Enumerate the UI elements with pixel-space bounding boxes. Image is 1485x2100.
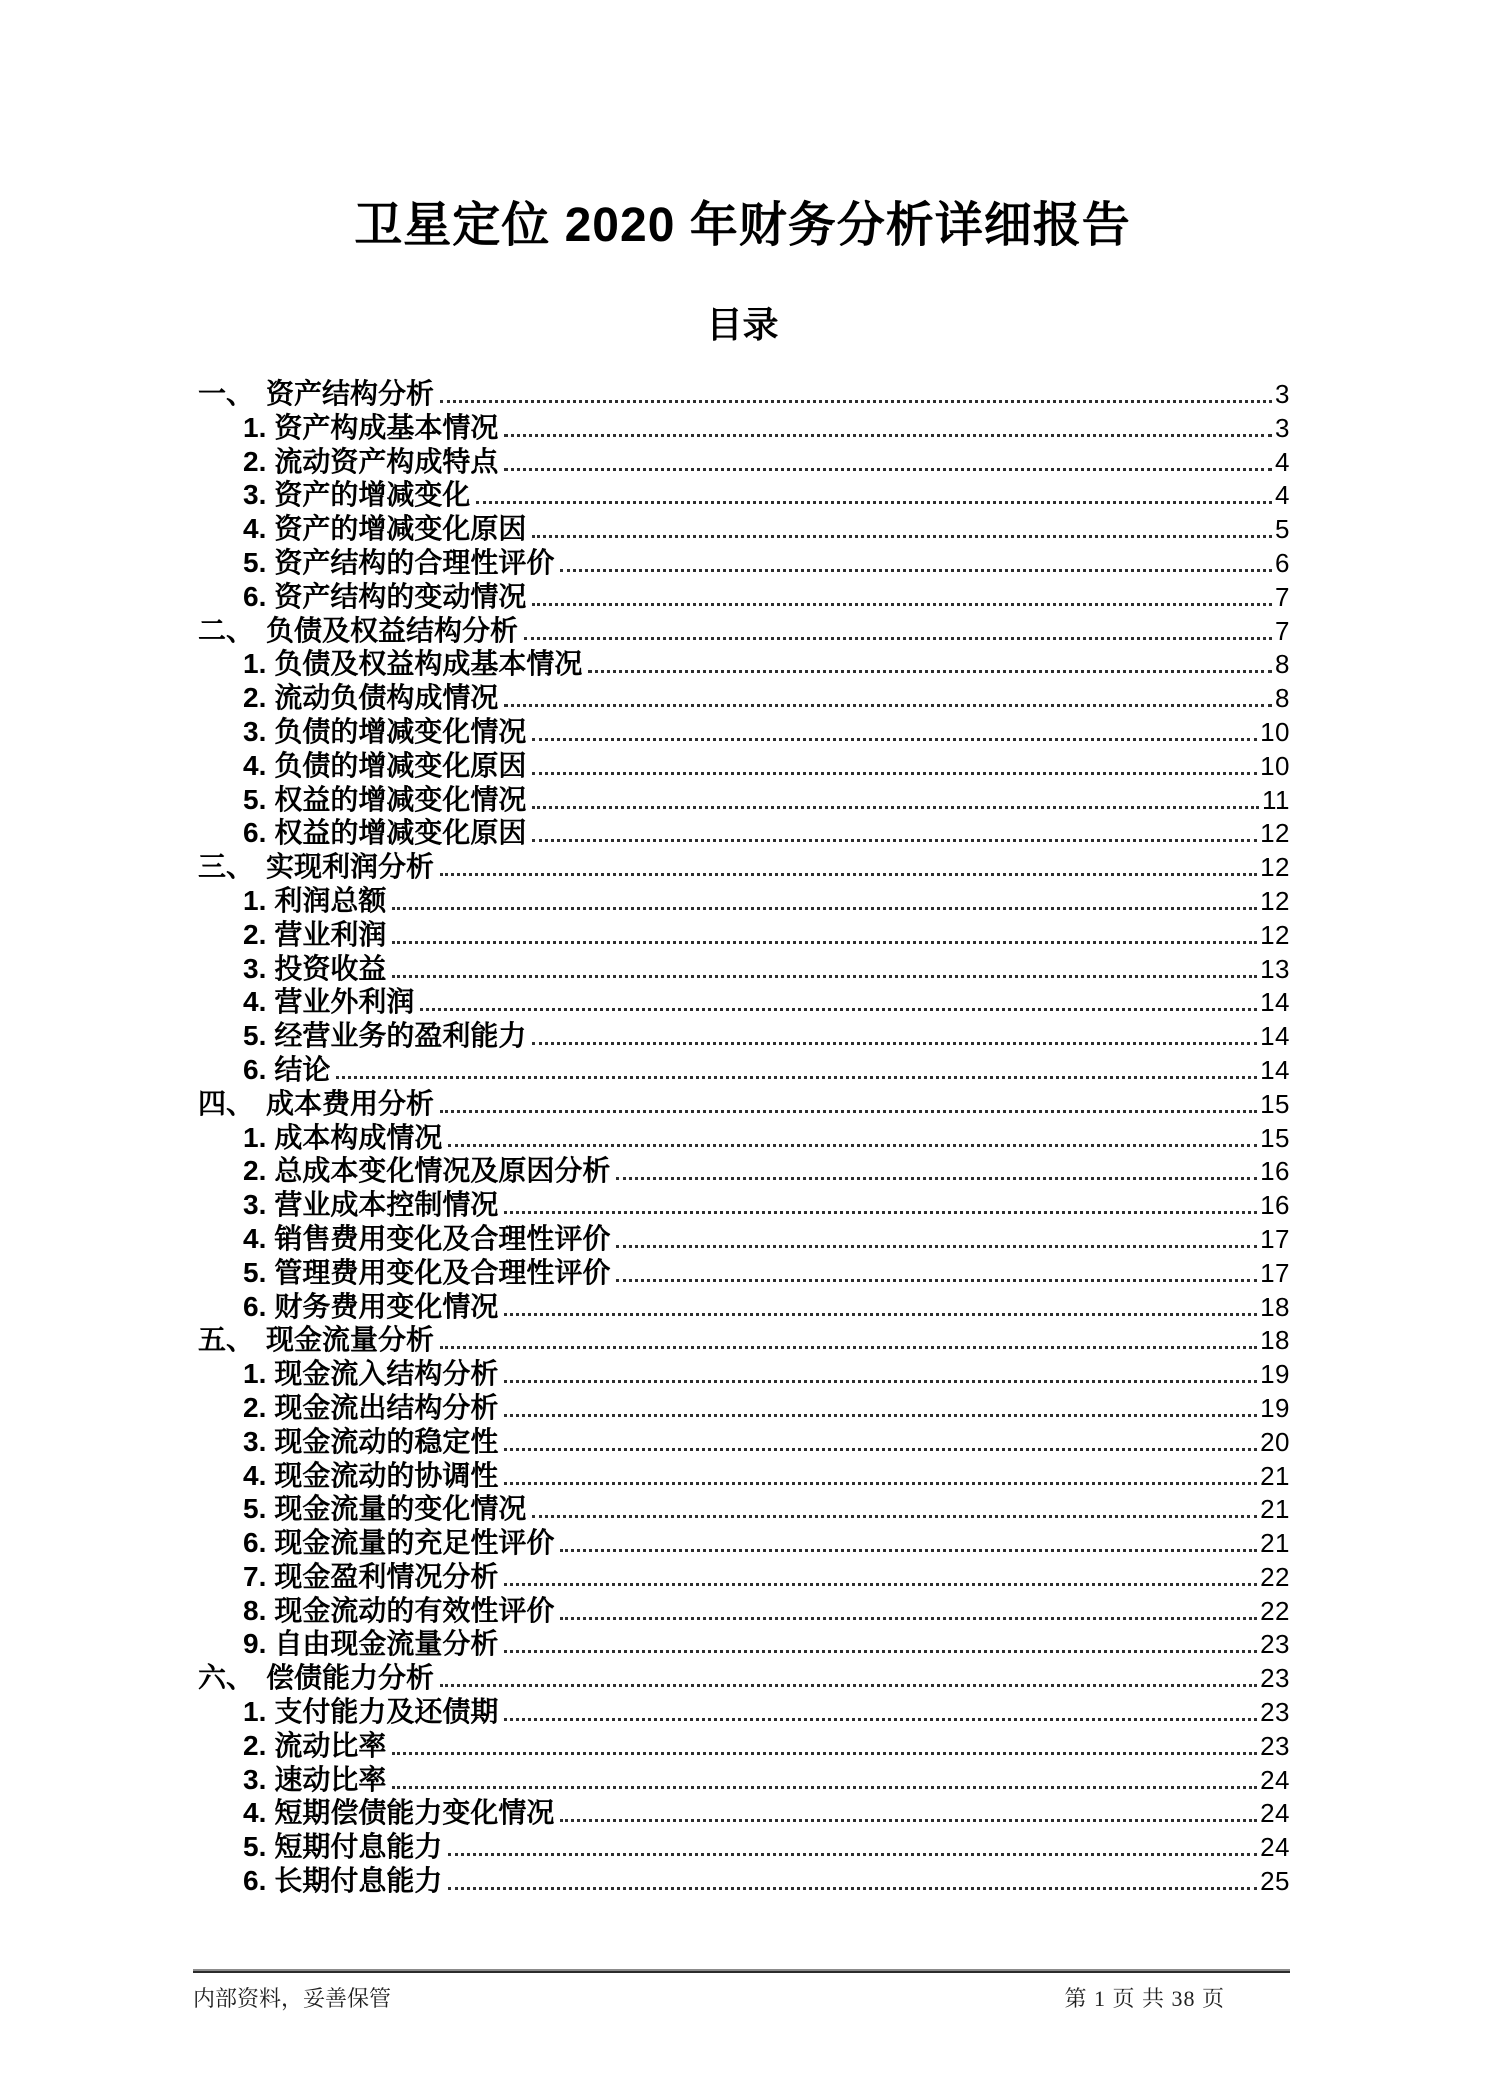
toc-entry-title: 短期付息能力	[274, 1831, 443, 1863]
toc-entry-number: 6.	[243, 817, 267, 849]
toc-entry[interactable]	[198, 816, 1290, 850]
toc-entry-page: 10	[1260, 750, 1290, 781]
toc-entry-title: 偿债能力分析	[266, 1662, 435, 1694]
toc-entry-number: 1.	[243, 1121, 267, 1153]
toc-entry[interactable]	[198, 1830, 1290, 1864]
toc-leader-dots	[420, 1008, 1257, 1011]
toc-entry-title: 负债及权益构成基本情况	[274, 648, 583, 680]
toc-entry-number: 6.	[243, 1053, 267, 1085]
toc-entry-page: 21	[1260, 1494, 1290, 1525]
toc-entry-title: 权益的增减变化情况	[274, 783, 527, 815]
toc-leader-dots	[616, 1279, 1257, 1282]
toc-entry-page: 3	[1275, 412, 1290, 443]
toc-entry-page: 21	[1260, 1460, 1290, 1491]
toc-entry-page: 23	[1260, 1697, 1290, 1728]
footer-confidential-note: 内部资料，妥善保管	[193, 1986, 392, 2011]
toc-entry-number: 1.	[243, 884, 267, 916]
toc-entry-number: 4.	[243, 1222, 267, 1254]
toc-entry-title: 速动比率	[274, 1763, 387, 1795]
toc-entry-number: 六、	[198, 1662, 255, 1694]
toc-entry-page: 22	[1260, 1561, 1290, 1592]
toc-entry[interactable]	[198, 512, 1290, 546]
toc-entry-number: 4.	[243, 513, 267, 545]
toc-entry-page: 25	[1260, 1866, 1290, 1897]
toc-entry-page: 24	[1260, 1764, 1290, 1795]
toc-entry-number: 三、	[198, 851, 255, 883]
toc-entry[interactable]	[198, 952, 1290, 986]
toc-entry-page: 21	[1260, 1528, 1290, 1559]
toc-entry-number: 5.	[243, 783, 267, 815]
toc-entry-number: 6.	[243, 1865, 267, 1897]
toc-heading: 目录	[706, 304, 779, 345]
toc-entry-page: 8	[1275, 683, 1290, 714]
toc-entry-title: 现金流出结构分析	[274, 1391, 499, 1423]
toc-entry-number: 4.	[243, 986, 267, 1018]
toc-entry-title: 营业利润	[274, 918, 387, 950]
toc-entry-page: 12	[1260, 852, 1290, 883]
toc-entry-page: 15	[1260, 1088, 1290, 1119]
toc-leader-dots	[440, 873, 1257, 876]
toc-entry-page: 12	[1260, 885, 1290, 916]
toc-entry-page: 8	[1275, 649, 1290, 680]
toc-entry-title: 流动比率	[274, 1729, 387, 1761]
toc-entry-title: 成本构成情况	[274, 1121, 443, 1153]
toc-entry-title: 现金流动的稳定性	[274, 1425, 499, 1457]
toc-leader-dots	[532, 1515, 1257, 1518]
toc-leader-dots	[448, 1887, 1257, 1890]
toc-leader-dots	[504, 1380, 1257, 1383]
toc-entry-page: 11	[1262, 784, 1290, 815]
toc-entry-number: 6.	[243, 1290, 267, 1322]
toc-leader-dots	[448, 1853, 1257, 1856]
toc-entry-title: 资产结构的合理性评价	[274, 546, 555, 578]
toc-entry-page: 4	[1275, 446, 1290, 477]
toc-entry-page: 18	[1260, 1291, 1290, 1322]
toc-entry[interactable]	[198, 546, 1290, 580]
toc-entry-number: 5.	[243, 546, 267, 578]
toc-leader-dots	[532, 772, 1257, 775]
toc-entry-title: 资产的增减变化	[274, 479, 471, 511]
toc-entry[interactable]	[198, 1695, 1290, 1729]
toc-leader-dots	[448, 1144, 1257, 1147]
toc-leader-dots	[560, 1617, 1257, 1620]
toc-entry-number: 3.	[243, 1189, 267, 1221]
toc-entry-number: 一、	[198, 378, 255, 409]
toc-entry-page: 12	[1260, 818, 1290, 849]
toc-entry-page: 10	[1260, 716, 1290, 747]
toc-entry[interactable]	[198, 1087, 1290, 1121]
toc-entry-number: 4.	[243, 1459, 267, 1491]
toc-entry-number: 5.	[243, 1020, 267, 1052]
toc-entry-number: 3.	[243, 1425, 267, 1457]
toc-leader-dots	[532, 738, 1257, 741]
toc-entry-title: 经营业务的盈利能力	[274, 1020, 527, 1052]
toc-entry-title: 现金流动的协调性	[274, 1459, 499, 1491]
toc-entry-page: 23	[1260, 1629, 1290, 1660]
toc-entry-number: 6.	[243, 580, 267, 612]
toc-entry-number: 9.	[243, 1628, 267, 1660]
toc-entry-title: 短期偿债能力变化情况	[274, 1797, 555, 1829]
toc-entry[interactable]	[198, 783, 1290, 817]
toc-entry[interactable]	[198, 411, 1290, 445]
toc-leader-dots	[392, 907, 1257, 910]
toc-entry-page: 19	[1260, 1359, 1290, 1390]
toc-entry-title: 负债的增减变化情况	[274, 715, 527, 747]
toc-entry-page: 18	[1260, 1325, 1290, 1356]
page-footer	[193, 1969, 1290, 2013]
toc-leader-dots	[504, 434, 1272, 437]
toc-entry-page: 20	[1260, 1426, 1290, 1457]
toc-entry-page: 14	[1260, 1054, 1290, 1085]
toc-leader-dots	[440, 400, 1272, 403]
toc-entry[interactable]	[198, 985, 1290, 1019]
toc-entry[interactable]	[198, 1763, 1290, 1797]
toc-entry[interactable]	[198, 1323, 1290, 1357]
toc-entry[interactable]	[198, 478, 1290, 512]
toc-entry-title: 现金流入结构分析	[274, 1358, 499, 1390]
toc-entry-title: 资产结构的变动情况	[274, 580, 527, 612]
toc-entry-title: 总成本变化情况及原因分析	[274, 1155, 611, 1187]
toc-entry-title: 自由现金流量分析	[274, 1628, 499, 1660]
toc-entry-title: 长期付息能力	[274, 1865, 443, 1897]
toc-entry-number: 2.	[243, 1729, 267, 1761]
toc-entry[interactable]	[198, 1425, 1290, 1459]
toc-leader-dots	[532, 839, 1257, 842]
toc-leader-dots	[560, 1819, 1257, 1822]
toc-entry[interactable]	[198, 850, 1290, 884]
toc-entry-number: 四、	[198, 1087, 255, 1119]
toc-entry-page: 15	[1260, 1122, 1290, 1153]
toc-leader-dots	[524, 637, 1272, 640]
toc-entry-title: 财务费用变化情况	[274, 1290, 499, 1322]
toc-entry[interactable]	[198, 377, 1290, 411]
toc-entry[interactable]	[198, 681, 1290, 715]
toc-entry-title: 资产结构分析	[266, 378, 435, 409]
toc-entry[interactable]	[198, 749, 1290, 783]
toc-entry-number: 1.	[243, 1358, 267, 1390]
toc-leader-dots	[560, 569, 1272, 572]
toc-entry-page: 4	[1275, 480, 1290, 511]
toc-entry-number: 2.	[243, 682, 267, 714]
toc-entry-number: 3.	[243, 952, 267, 984]
toc-entry-page: 5	[1275, 514, 1290, 545]
toc-entry[interactable]	[198, 445, 1290, 479]
document-title: 卫星定位 2020 年财务分析详细报告	[354, 199, 1131, 252]
toc-leader-dots	[560, 1549, 1257, 1552]
toc-entry-title: 资产构成基本情况	[274, 411, 499, 443]
toc-entry[interactable]	[198, 884, 1290, 918]
toc-entry-page: 12	[1260, 919, 1290, 950]
toc-entry-title: 现金流动的有效性评价	[274, 1594, 555, 1626]
toc-leader-dots	[504, 1583, 1257, 1586]
toc-entry[interactable]	[198, 1188, 1290, 1222]
footer-rule-bottom	[193, 1971, 1290, 1973]
toc-leader-dots	[532, 1042, 1257, 1045]
toc-entry-page: 7	[1275, 581, 1290, 612]
toc-entry-page: 24	[1260, 1832, 1290, 1863]
toc-entry-title: 负债及权益结构分析	[266, 614, 519, 646]
toc-leader-dots	[392, 1752, 1257, 1755]
toc-entry-title: 实现利润分析	[266, 851, 435, 883]
toc-leader-dots	[392, 1786, 1257, 1789]
toc-entry-title: 营业成本控制情况	[274, 1189, 499, 1221]
toc-entry-number: 7.	[243, 1560, 267, 1592]
toc-entry-number: 2.	[243, 918, 267, 950]
toc-entry[interactable]	[198, 1864, 1290, 1898]
toc-entry-number: 1.	[243, 1696, 267, 1728]
toc-entry-title: 结论	[274, 1053, 331, 1085]
toc-entry[interactable]	[198, 1391, 1290, 1425]
toc-entry-title: 支付能力及还债期	[274, 1696, 499, 1728]
toc-entry[interactable]	[198, 1053, 1290, 1087]
toc-entry-title: 现金流量的变化情况	[274, 1493, 527, 1525]
table-of-contents	[198, 377, 1290, 1898]
toc-entry[interactable]	[198, 1222, 1290, 1256]
toc-entry[interactable]	[198, 1154, 1290, 1188]
toc-entry[interactable]	[198, 1492, 1290, 1526]
toc-entry-page: 7	[1275, 615, 1290, 646]
toc-entry-page: 19	[1260, 1392, 1290, 1423]
toc-leader-dots	[588, 670, 1272, 673]
toc-entry[interactable]	[198, 1459, 1290, 1493]
toc-entry-title: 利润总额	[274, 884, 387, 916]
toc-entry-title: 管理费用变化及合理性评价	[274, 1256, 611, 1288]
toc-entry-number: 4.	[243, 749, 267, 781]
toc-entry-number: 五、	[198, 1324, 255, 1356]
toc-entry-number: 2.	[243, 1391, 267, 1423]
toc-entry[interactable]	[198, 647, 1290, 681]
toc-entry-page: 17	[1260, 1223, 1290, 1254]
toc-entry-page: 17	[1260, 1257, 1290, 1288]
footer-page-number: 第 1 页 共 38 页	[1064, 1986, 1225, 2011]
toc-entry-page: 14	[1260, 1021, 1290, 1052]
toc-leader-dots	[440, 1110, 1257, 1113]
toc-entry-title: 销售费用变化及合理性评价	[274, 1222, 611, 1254]
toc-leader-dots	[532, 535, 1272, 538]
toc-entry[interactable]	[198, 1594, 1290, 1628]
toc-leader-dots	[336, 1076, 1257, 1079]
toc-entry-title: 资产的增减变化原因	[274, 513, 527, 545]
toc-entry-title: 权益的增减变化原因	[274, 817, 527, 849]
toc-entry-page: 16	[1260, 1190, 1290, 1221]
toc-leader-dots	[476, 501, 1272, 504]
toc-entry[interactable]	[198, 1661, 1290, 1695]
toc-entry-page: 23	[1260, 1730, 1290, 1761]
toc-entry-number: 5.	[243, 1256, 267, 1288]
toc-entry-title: 现金流量的充足性评价	[274, 1527, 555, 1559]
toc-entry-title: 流动资产构成特点	[274, 445, 499, 477]
toc-leader-dots	[504, 468, 1272, 471]
toc-entry-page: 14	[1260, 987, 1290, 1018]
toc-entry-page: 22	[1260, 1595, 1290, 1626]
toc-entry[interactable]	[198, 1256, 1290, 1290]
toc-leader-dots	[504, 1650, 1257, 1653]
toc-entry-title: 流动负债构成情况	[274, 682, 499, 714]
toc-entry-title: 负债的增减变化原因	[274, 749, 527, 781]
toc-entry[interactable]	[198, 580, 1290, 614]
toc-entry-number: 二、	[198, 614, 255, 646]
toc-entry[interactable]	[198, 1290, 1290, 1324]
toc-leader-dots	[504, 1718, 1257, 1721]
toc-entry-number: 1.	[243, 411, 267, 443]
toc-entry[interactable]	[198, 1121, 1290, 1155]
toc-leader-dots	[504, 704, 1272, 707]
toc-entry-page: 24	[1260, 1798, 1290, 1829]
toc-leader-dots	[504, 1211, 1257, 1214]
toc-leader-dots	[392, 941, 1257, 944]
toc-entry-number: 2.	[243, 1155, 267, 1187]
toc-leader-dots	[504, 1448, 1257, 1451]
toc-entry-number: 3.	[243, 715, 267, 747]
toc-leader-dots	[616, 1177, 1257, 1180]
toc-entry-number: 3.	[243, 479, 267, 511]
toc-entry-number: 2.	[243, 445, 267, 477]
toc-entry[interactable]	[198, 715, 1290, 749]
toc-entry[interactable]	[198, 1560, 1290, 1594]
toc-entry-title: 投资收益	[274, 952, 387, 984]
toc-entry-title: 营业外利润	[274, 986, 415, 1018]
toc-entry-number: 5.	[243, 1493, 267, 1525]
toc-entry-page: 23	[1260, 1663, 1290, 1694]
toc-entry-title: 现金流量分析	[266, 1324, 435, 1356]
toc-leader-dots	[440, 1684, 1257, 1687]
toc-leader-dots	[532, 603, 1272, 606]
toc-entry-title: 现金盈利情况分析	[274, 1560, 499, 1592]
toc-leader-dots	[504, 1313, 1257, 1316]
toc-entry[interactable]	[198, 1627, 1290, 1661]
toc-entry[interactable]	[198, 918, 1290, 952]
toc-entry-page: 16	[1260, 1156, 1290, 1187]
toc-entry-number: 8.	[243, 1594, 267, 1626]
toc-entry-number: 1.	[243, 648, 267, 680]
toc-entry-page: 6	[1275, 547, 1290, 578]
toc-leader-dots	[504, 1414, 1257, 1417]
toc-leader-dots	[504, 1482, 1257, 1485]
toc-entry[interactable]	[198, 1729, 1290, 1763]
toc-leader-dots	[440, 1346, 1257, 1349]
toc-entry-number: 6.	[243, 1527, 267, 1559]
toc-entry-number: 3.	[243, 1763, 267, 1795]
toc-entry-title: 成本费用分析	[266, 1087, 435, 1119]
toc-leader-dots	[392, 975, 1257, 978]
toc-leader-dots	[532, 806, 1259, 809]
toc-entry[interactable]	[198, 1357, 1290, 1391]
toc-entry[interactable]	[198, 1019, 1290, 1053]
toc-entry-page: 3	[1275, 379, 1290, 409]
toc-entry[interactable]	[198, 1526, 1290, 1560]
toc-entry[interactable]	[198, 614, 1290, 648]
toc-entry-page: 13	[1260, 953, 1290, 984]
toc-entry[interactable]	[198, 1796, 1290, 1830]
toc-entry-number: 4.	[243, 1797, 267, 1829]
toc-leader-dots	[616, 1245, 1257, 1248]
toc-entry-number: 5.	[243, 1831, 267, 1863]
